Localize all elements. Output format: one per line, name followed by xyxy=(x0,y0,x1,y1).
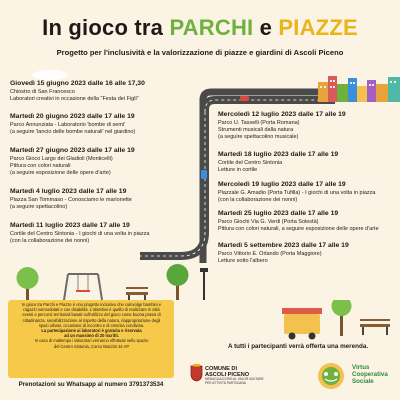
comune-line1: COMUNE DI xyxy=(205,366,238,372)
page-subtitle: Progetto per l'inclusività e la valorizzazione di piazze e giardini di Ascoli Piceno xyxy=(56,48,344,57)
coop-logo-text xyxy=(352,365,388,385)
coop-line1: Virtus xyxy=(352,364,370,371)
comune-line2: ASCOLI PICENO xyxy=(205,372,250,379)
info-line: In gioco tra Parchi e Piazze è uno progetto inclusivo che coinvolge bambini e xyxy=(21,302,162,307)
event-line: Parco Annunziata - Laboratorio 'bombe di semi' xyxy=(10,121,126,128)
event-line: Strumenti musicali dalla natura xyxy=(218,126,294,133)
snack-note: A tutti i partecipanti verrà offerta una merenda. xyxy=(228,343,369,350)
ice-cream-cart-illustration xyxy=(280,300,400,340)
title-parchi: PARCHI xyxy=(169,15,254,40)
info-line: eventi e percorsi territoriali basati sull'utilizzo del gioco come buona prassi di xyxy=(22,312,161,318)
info-line: ad un massimo di 20 iscritti. xyxy=(64,333,119,339)
event-date: Martedì 25 luglio 2023 dalle 17 alle 19 xyxy=(218,210,339,217)
info-text xyxy=(14,302,169,349)
cloud-icon xyxy=(30,66,70,80)
event-item xyxy=(10,222,149,245)
event-line: Pittura con colori naturali, a seguire esposizione delle opere d'arte xyxy=(218,225,379,232)
title-prefix: In gioco tra xyxy=(42,15,170,40)
info-line: cittadinanza, sensibilizzazione al rispetto della natura, riappropriazione degli xyxy=(22,317,161,323)
event-line: (a seguire 'lancio delle bombe naturali' nel giardino) xyxy=(10,128,136,135)
page-title xyxy=(0,16,400,40)
event-line: Cortile del Centro Sintonia - I giochi di una volta in piazza xyxy=(10,230,150,237)
park-illustration xyxy=(8,262,218,302)
title-piazze: PIAZZE xyxy=(278,15,358,40)
event-line: Laboratori creativi in occasione della "Festa dei Figli" xyxy=(10,95,139,102)
event-item xyxy=(218,111,346,141)
event-date: Martedì 4 luglio 2023 dalle 17 alle 19 xyxy=(10,188,127,195)
event-date: Martedì 20 giugno 2023 dalle 17 alle 19 xyxy=(10,113,135,120)
title-e: e xyxy=(253,15,279,40)
event-date: Giovedì 15 giugno 2023 dalle 16 alle 17,30 xyxy=(10,80,145,87)
event-item xyxy=(218,242,349,265)
event-item xyxy=(218,151,338,174)
event-item xyxy=(218,181,375,204)
event-date: Martedì 18 luglio 2023 dalle 17 alle 19 xyxy=(218,151,339,158)
event-date: Martedì 11 luglio 2023 dalle 17 alle 19 xyxy=(10,222,130,229)
info-line: del Centro Sintonia, Corso Mazzini 34 AP xyxy=(53,343,130,349)
comune-small1: MEDAGLIA D'ORO AL VALOR MILITARE xyxy=(205,377,264,382)
event-item xyxy=(218,210,379,233)
event-line: Piazzale G. Amadio (Porta Tufilla) - I giochi di una volta in piazza xyxy=(218,189,376,196)
event-line: (con la collaborazione dei nonni) xyxy=(218,196,298,203)
event-item xyxy=(10,188,132,211)
info-line: In caso di maltempo i laboratori verranno effettuati nello spazio xyxy=(34,338,149,344)
event-line: Letture in cortile xyxy=(218,166,258,173)
info-line: La partecipazione ai laboratori è gratuita e riservata xyxy=(41,328,142,334)
event-line: Parco U. Tasselli (Porta Romana) xyxy=(218,119,300,126)
buildings-illustration xyxy=(318,74,400,102)
comune-logo-text xyxy=(205,366,264,386)
coop-line3: Sociale xyxy=(352,377,374,385)
event-date: Martedì 27 giugno 2023 dalle 17 alle 19 xyxy=(10,147,135,154)
event-date: Mercoledì 12 luglio 2023 dalle 17 alle 19 xyxy=(218,111,346,118)
coop-line2: Cooperativa xyxy=(352,370,388,378)
event-line: Cortile del Centro Sintonia xyxy=(218,159,283,166)
event-date: Mercoledì 19 luglio 2023 dalle 17 alle 19 xyxy=(218,181,346,188)
event-line: (a seguire spettacolino) xyxy=(10,203,68,210)
event-item xyxy=(10,147,135,177)
event-line: Pittura con colori naturali xyxy=(10,162,71,169)
info-line: ragazzi normodotati e con disabilità. L'obiettivo è quello di realizzare in città xyxy=(23,307,160,313)
event-line: (a seguire esposizione delle opere d'arte) xyxy=(10,169,111,176)
event-line: (con la collaborazione dei nonni) xyxy=(10,237,90,244)
event-line: (a seguire spettacolino musicale) xyxy=(218,133,299,140)
comune-crest-icon xyxy=(190,364,203,382)
event-line: Chiostro di San Francesco xyxy=(10,88,75,95)
event-line: Parco Giochi Via G. Verdi (Porta Solestà) xyxy=(218,218,319,225)
info-line: spazi urbani, occasione di incontro e di crescita condivisa. xyxy=(38,322,145,328)
event-line: Piazza San Tommaso - Conosciamo le marionette xyxy=(10,196,132,203)
event-line: Parco Vittorio E. Orlando (Porta Maggiore) xyxy=(218,250,322,257)
comune-small2: PER ATTIVITÀ PARTIGIANA xyxy=(205,381,246,386)
event-item xyxy=(10,80,145,103)
event-line: Letture sotto l'albero xyxy=(218,257,268,264)
coop-logo-icon xyxy=(312,362,350,390)
event-line: Parco Gioco Largo dei Gladioli (Monticelli) xyxy=(10,155,113,162)
event-date: Martedì 5 settembre 2023 dalle 17 alle 19 xyxy=(218,242,349,249)
event-item xyxy=(10,113,135,136)
booking-text: Prenotazioni su Whatsapp al numero 3791373534 xyxy=(18,381,164,388)
